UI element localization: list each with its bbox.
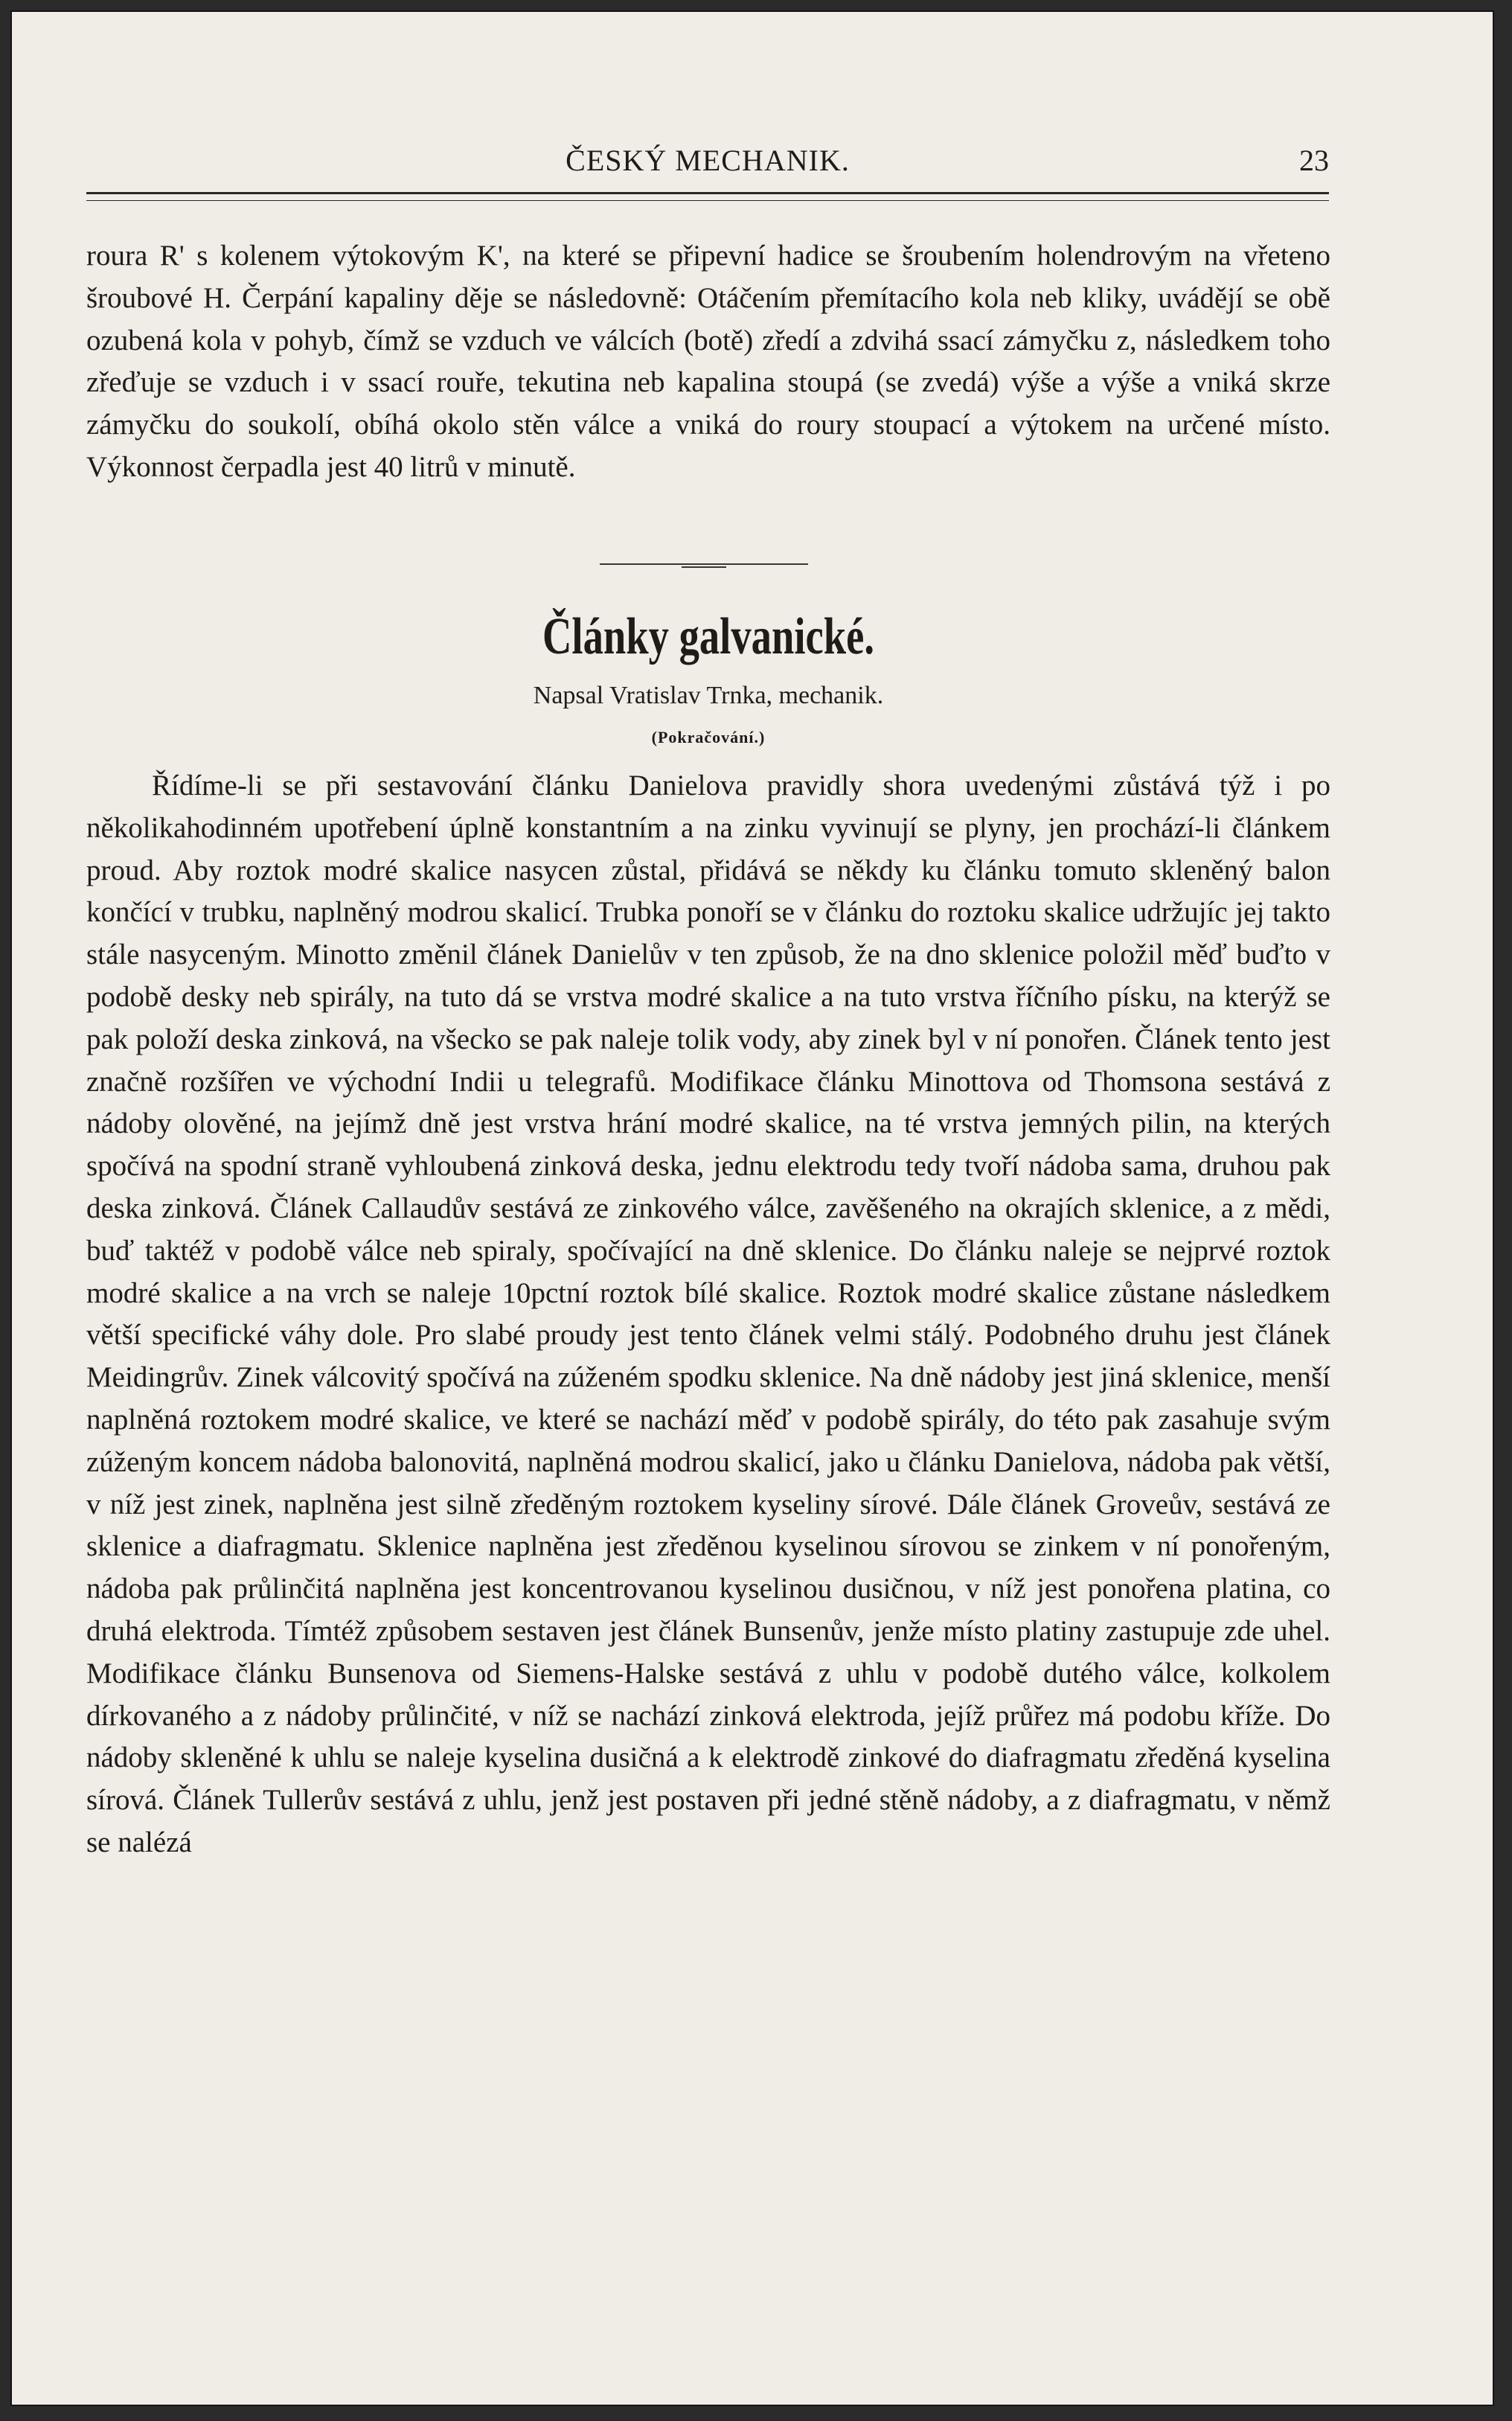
- running-title: ČESKÝ MECHANIK.: [566, 144, 850, 177]
- article-byline: Napsal Vratislav Trnka, mechanik.: [533, 682, 884, 709]
- header-rule: [86, 192, 1329, 201]
- article-title: Články galvanické.: [542, 608, 874, 665]
- section-divider-ornament: [600, 560, 808, 570]
- page-header: [86, 143, 1329, 188]
- continuation-note: (Pokračování.): [651, 728, 766, 746]
- intro-paragraph: roura R' s kolenem výtokovým K', na které se připevní hadice se šroubením holendrovým na vřeteno šroubové H. Čerpání kapaliny děje se následovně: Otáčením přemítacího kola neb kliky, uvádějí se obě ozubená kola v pohyb, čímž se vzduch ve válcích (botě) zředí a zdvihá ssací zámyčku z, následkem toho zřeďuje se vzduch i v ssací rouře, tekutina neb kapalina stoupá (se zvedá) výše a výše a vniká skrze zámyčku do soukolí, obíhá okolo stěn válce a vniká do roury stoupací a výtokem na určené místo. Výkonnost čerpadla jest 40 litrů v minutě.: [86, 240, 1330, 483]
- main-paragraph: Řídíme-li se při sestavování článku Danielova pravidly shora uvedenými zůstává týž i po několikahodinném upotřebení úplně konstantním a na zinku vyvinují se plyny, jen prochází-li článkem proud. Aby roztok modré skalice nasycen zůstal, přidává se někdy ku článku tomuto skleněný balon končící v trubku, naplněný modrou skalicí. Trubka ponoří se v článku do roztoku skalice udržujíc jej takto stále nasyceným. Minotto změnil článek Danielův v ten způsob, že na dno sklenice položil měď buďto v podobě desky neb spirály, na tuto dá se vrstva modré skalice a na tuto vrstva říčního písku, na kterýž se pak položí deska zinková, na všecko se pak naleje tolik vody, aby zinek byl v ní ponořen. Článek tento jest značně rozšířen ve východní Indii u telegrafů. Modifikace článku Minottova od Thomsona sestává z nádoby olověné, na jejímž dně jest vrstva hrání modré skalice, na té vrstva jemných pilin, na kterých spočívá na spodní straně vyhloubená zinková deska, jednu elektrodu tedy tvoří nádoba sama, druhou pak deska zinková. Článek Callaudův sestává ze zinkového válce, zavěšeného na okrajích sklenice, a z mědi, buď taktéž v podobě válce neb spiraly, spočívající na dně sklenice. Do článku naleje se nejprvé roztok modré skalice a na vrch se naleje 10pctní roztok bílé skalice. Roztok modré skalice zůstane následkem větší specifické váhy dole. Pro slabé proudy jest tento článek velmi stálý. Podobného druhu jest článek Meidingrův. Zinek válcovitý spočívá na zúženém spodku sklenice. Na dně nádoby jest jiná sklenice, menší naplněná roztokem modré skalice, ve které se nachází měď v podobě spirály, do této pak zasahuje svým zúženým koncem nádoba balonovitá, naplněná modrou skalicí, jako u článku Danielova, nádoba pak větší, v níž jest zinek, naplněna jest silně zředěným roztokem kyseliny sírové. Dále článek Groveův, sestává ze sklenice a diafragmatu. Sklenice naplněna jest zředěnou kyselinou sírovou se zinkem v ní ponořeným, nádoba pak průlinčitá naplněna jest koncentrovanou kyselinou dusičnou, v níž jest ponořena platina, co druhá elektroda. Tímtéž způsobem sestaven jest článek Bunsenův, jenže místo platiny zastupuje zde uhel. Modifikace článku Bunsenova od Siemens-Halske sestává z uhlu v podobě dutého válce, kolkolem dírkovaného a z nádoby průlinčité, v níž se nachází zinková elektroda, jejíž průřez má podobu kříže. Do nádoby skleněné k uhlu se naleje kyselina dusičná a k elektrodě zinkové do diafragmatu zředěná kyselina sírová. Článek Tullerův sestává z uhlu, jenž jest postaven při jedné stěně nádoby, a z diafragmatu, v němž se nalézá: [86, 770, 1330, 1858]
- book-page: [12, 12, 1493, 2405]
- divider-accent: [682, 566, 726, 568]
- page-number: 23: [1299, 144, 1329, 177]
- divider-line: [600, 563, 808, 565]
